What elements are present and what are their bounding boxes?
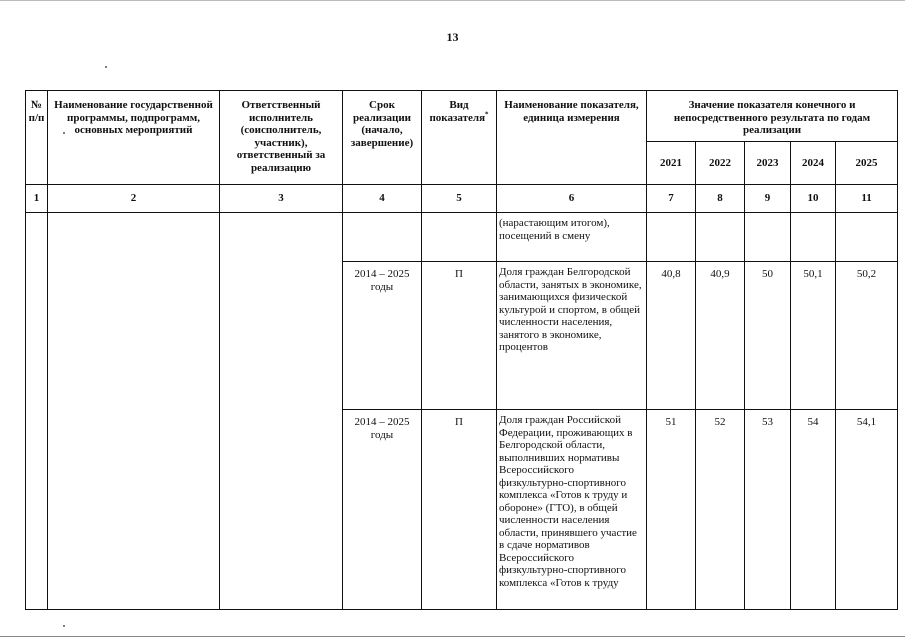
header-row-number: № п/п [26, 91, 48, 185]
header-indicator-name: Наименование показателя, единица измерения [497, 91, 647, 185]
header-year: 2022 [696, 142, 745, 185]
header-row-1 [26, 91, 898, 142]
column-number: 5 [422, 185, 497, 213]
cell-value [836, 213, 898, 262]
cell-value: 54,1 [836, 410, 898, 610]
cell-empty [220, 213, 343, 610]
header-indicator-type [422, 91, 497, 185]
header-indicator-type-text: Вид показателя [429, 99, 486, 124]
cell-term: 2014 – 2025 годы [343, 410, 422, 610]
cell-value: 50,2 [836, 262, 898, 410]
cell-term [343, 213, 422, 262]
cell-type [422, 213, 497, 262]
column-number: 2 [48, 185, 220, 213]
cell-type: П [422, 262, 497, 410]
column-number: 9 [745, 185, 791, 213]
cell-indicator: Доля граждан Российской Федерации, проживающих в Белгородской области, выполнивших нормативы Всероссийского физкультурно-спортивного комплекса «Готов к труду и обороне» (ГТО), в общей численности населения области, принявшего участие в сдаче нормативов Всероссийского физкультурно-спортивного комплекса «Готов к труду [497, 410, 647, 610]
column-number: 1 [26, 185, 48, 213]
cell-value: 52 [696, 410, 745, 610]
column-number: 3 [220, 185, 343, 213]
header-term: Срок реализации (начало, завершение) [343, 91, 422, 185]
cell-term: 2014 – 2025 годы [343, 262, 422, 410]
column-number: 8 [696, 185, 745, 213]
header-values-group: Значение показателя конечного и непосредственного результата по годам реализации [647, 91, 898, 142]
top-edge-rule [0, 0, 905, 1]
cell-value: 50,1 [791, 262, 836, 410]
column-numbers-row [26, 185, 898, 213]
header-year: 2023 [745, 142, 791, 185]
cell-empty [26, 213, 48, 610]
column-number: 10 [791, 185, 836, 213]
column-number: 11 [836, 185, 898, 213]
cell-value [647, 213, 696, 262]
table-row [26, 213, 898, 262]
scan-speck [105, 66, 107, 68]
header-executor: Ответственный исполнитель (соисполнитель, участник), ответственный за реализацию [220, 91, 343, 185]
cell-value [791, 213, 836, 262]
cell-value: 53 [745, 410, 791, 610]
column-number: 4 [343, 185, 422, 213]
cell-type: П [422, 410, 497, 610]
header-year: 2024 [791, 142, 836, 185]
cell-value: 40,9 [696, 262, 745, 410]
cell-empty [48, 213, 220, 610]
cell-value [696, 213, 745, 262]
scan-speck [63, 625, 65, 627]
cell-value: 51 [647, 410, 696, 610]
cell-indicator: Доля граждан Белгородской области, занятых в экономике, занимающихся физической культурой и спортом, в общей численности населения, занятого в экономике, процентов [497, 262, 647, 410]
bottom-edge-rule [0, 636, 905, 637]
column-number: 7 [647, 185, 696, 213]
cell-value [745, 213, 791, 262]
footnote-mark: * [485, 109, 489, 118]
cell-value: 50 [745, 262, 791, 410]
header-program-name: Наименование государственной программы, подпрограмм, основных мероприятий [48, 91, 220, 185]
indicators-table [25, 90, 898, 610]
cell-indicator: (нарастающим итогом), посещений в смену [497, 213, 647, 262]
cell-value: 54 [791, 410, 836, 610]
cell-value: 40,8 [647, 262, 696, 410]
column-number: 6 [497, 185, 647, 213]
page-number: 13 [446, 30, 459, 44]
header-year: 2021 [647, 142, 696, 185]
header-year: 2025 [836, 142, 898, 185]
